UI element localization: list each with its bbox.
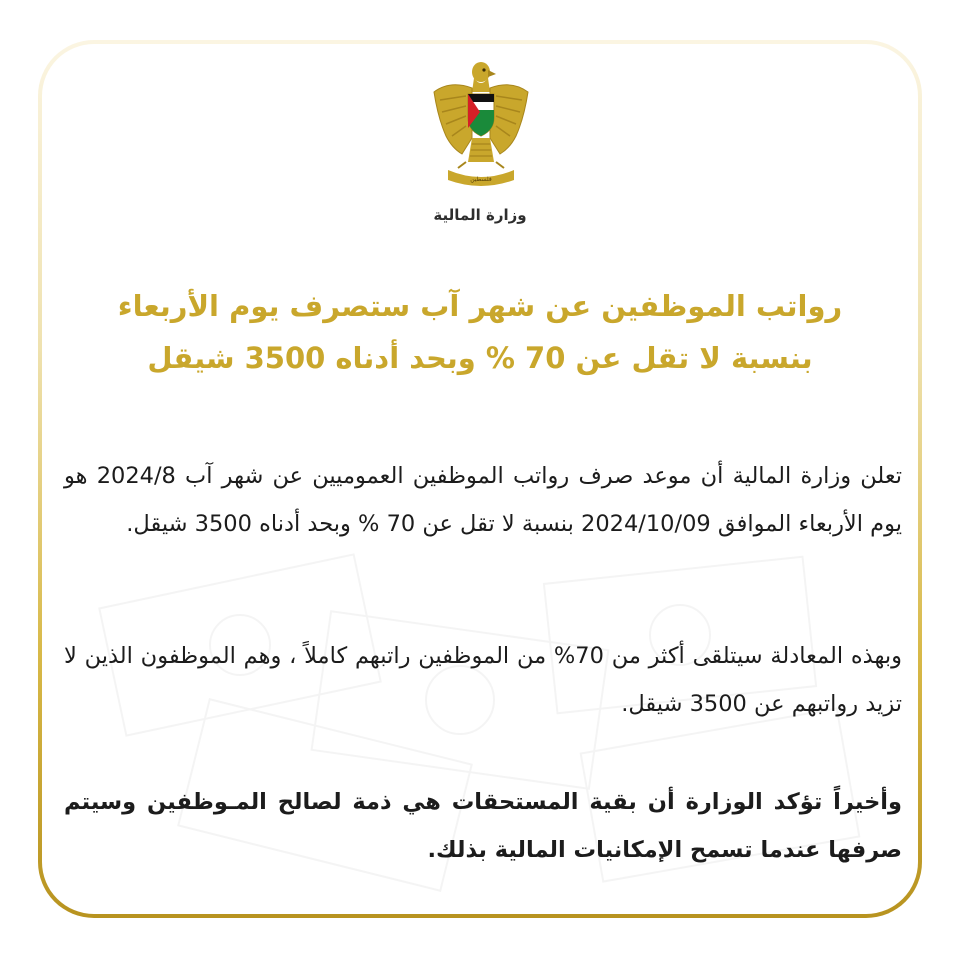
ministry-name: وزارة المالية	[433, 206, 527, 224]
eagle-right-wing	[490, 85, 528, 154]
paragraph-formula: وبهذه المعادلة سيتلقى أكثر من 70% من الموظفين راتبهم كاملاً ، وهم الموظفون الذين لا تزيد رواتبهم عن 3500 شيقل.	[64, 643, 902, 717]
emblem-inscription: فلسطين	[470, 176, 492, 183]
palestinian-eagle-emblem	[428, 58, 534, 192]
eagle-beak	[488, 70, 496, 77]
paragraph-remaining-dues: وأخيراً تؤكد الوزارة أن بقية المستحقات هي ذمة لصالح المـوظفين وسيتم صرفها عندما تسمح الإمكانيات المالية بذلك.	[64, 789, 902, 863]
eagle-left-wing	[434, 85, 472, 154]
headline-line-2: بنسبة لا تقل عن 70 % وبحد أدناه 3500 شيقل	[147, 341, 813, 375]
headline-line-1: رواتب الموظفين عن شهر آب ستصرف يوم الأربعاء	[117, 289, 843, 323]
paragraph-announcement: تعلن وزارة المالية أن موعد صرف رواتب الموظفين العموميين عن شهر آب 2024/8 هو يوم الأربعاء الموافق 2024/10/09 بنسبة لا تقل عن 70 % وبحد أدناه 3500 شيقل.	[64, 463, 902, 537]
headline	[80, 280, 880, 384]
flag-shield	[468, 94, 494, 136]
